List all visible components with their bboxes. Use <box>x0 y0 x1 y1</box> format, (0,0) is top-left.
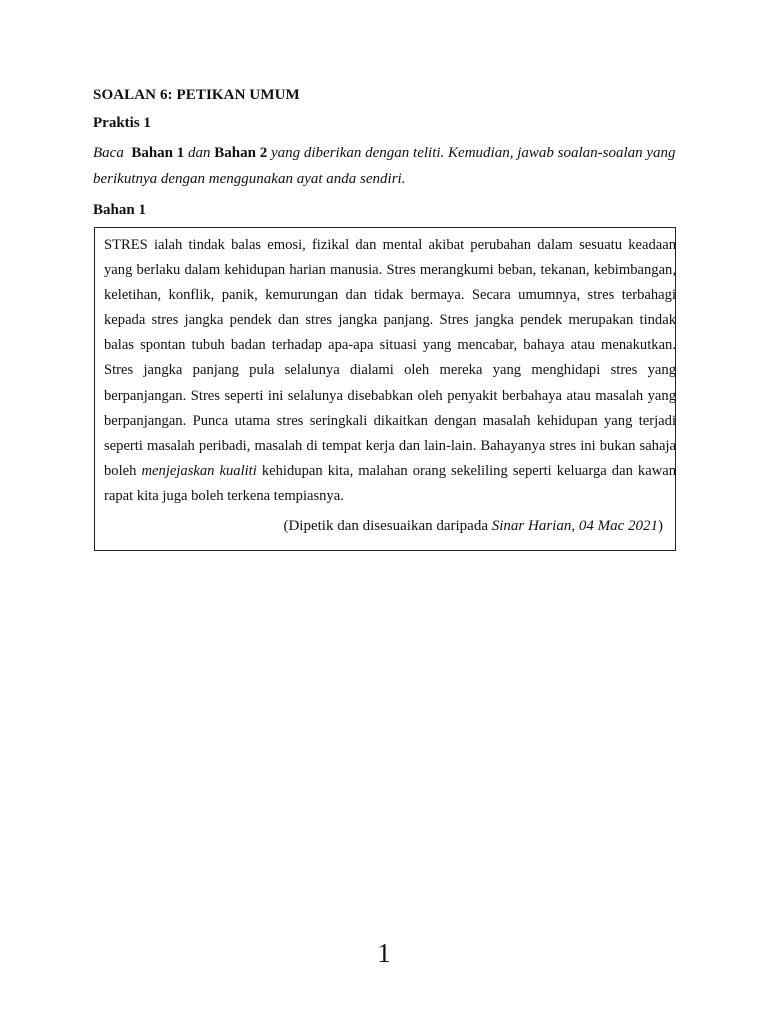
instruction-part-3: yang diberikan dengan teliti. Kemudian, jawab soalan-soalan yang berikutnya dengan menggunakan ayat anda sendiri. <box>93 145 676 187</box>
source-prefix: (Dipetik dan disesuaikan daripada <box>283 518 488 534</box>
source-citation <box>283 518 663 535</box>
page-number: 1 <box>377 938 391 968</box>
instruction-part-1: Baca <box>93 145 124 161</box>
passage-italic-phrase: menjejaskan kualiti <box>141 462 257 479</box>
instruction-part-2: dan <box>188 145 211 161</box>
source-suffix: ) <box>658 518 663 534</box>
instruction-text <box>93 140 683 192</box>
passage-text-end: kehidupan kita, malahan orang sekeliling seperti keluarga dan kawan rapat kita juga boleh terkena tempiasnya. <box>104 462 677 504</box>
instruction-bahan-1: Bahan 1 <box>131 145 185 161</box>
instruction-bahan-2: Bahan 2 <box>214 145 268 161</box>
bahan-label: Bahan 1 <box>93 202 146 218</box>
passage-text-main: STRES ialah tindak balas emosi, fizikal dan mental akibat perubahan dalam sesuatu keadaan yang berlaku dalam kehidupan harian manusia. Stres merangkumi beban, tekanan, kebimbangan, keletihan, konflik, panik, kemurungan dan tidak bermaya. Secara umumnya, stres terbahagi kepada stres jangka pendek dan stres jangka panjang. Stres jangka pendek merupakan tindak balas spontan tubuh badan terhadap apa-apa situasi yang mencabar, bahaya atau menakutkan. Stres jangka panjang pula selalunya dialami oleh mereka yang menghidapi stres yang berpanjangan. Stres seperti ini selalunya disebabkan oleh penyakit berbahaya atau masalah yang berpanjangan. Punca utama stres seringkali dikaitkan dengan masalah kehidupan yang terjadi seperti masalah peribadi, masalah di tempat kerja dan lain-lain. Bahayanya stres ini bukan sahaja boleh <box>104 237 676 479</box>
section-heading: SOALAN 6: PETIKAN UMUM <box>93 87 300 103</box>
passage-box <box>94 227 676 551</box>
passage-text <box>104 233 676 509</box>
practice-subheading: Praktis 1 <box>93 115 151 131</box>
source-publication: Sinar Harian, 04 Mac 2021 <box>491 518 658 534</box>
